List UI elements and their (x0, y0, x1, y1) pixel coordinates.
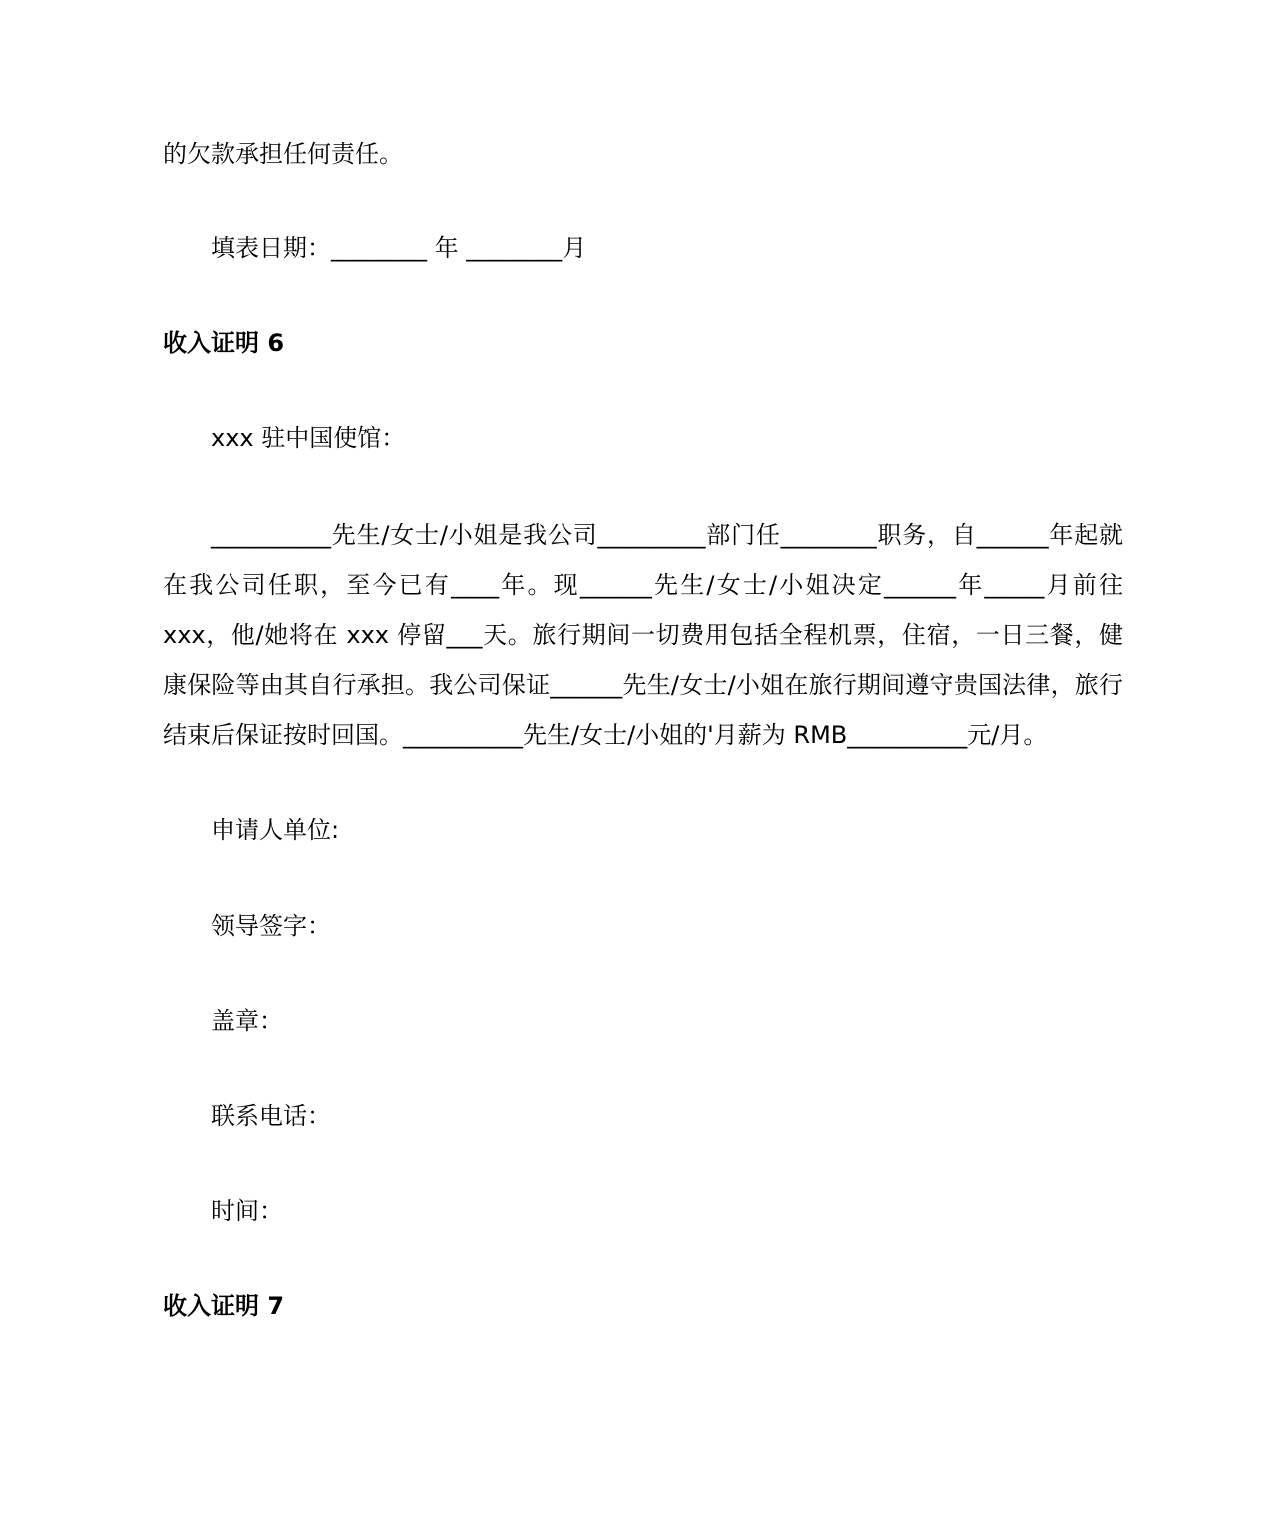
section-6-heading: 收入证明 6 (163, 329, 285, 357)
phone-label: 联系电话： (211, 1102, 331, 1130)
certificate-body: __________先生/女士/小姐是我公司_________部门任________职务，自______年起就在我公司任职，至今已有____年。现______先生/女士/小姐决定______年_____月前往 xxx，他/她将在 xxx 停留___天。旅行期间一切费用包括全程机票，住宿，一日三餐，健康保险等由其自行承担。我公司保证______先生/女士/小姐在旅行期间遵守贵国法律，旅行结束后保证按时回国。__________先生/女士/小姐的'月薪为 RMB__________元/月。 (163, 521, 1123, 749)
leader-signature-label: 领导签字： (211, 912, 331, 940)
time-label: 时间： (211, 1197, 283, 1225)
stamp-label: 盖章： (211, 1007, 283, 1035)
salutation: xxx 驻中国使馆： (211, 424, 406, 452)
continuation-text: 的欠款承担任何责任。 (163, 140, 403, 168)
applicant-unit-label: 申请人单位: (211, 816, 340, 844)
fill-date-line: 填表日期：________ 年 ________月 (211, 234, 587, 262)
section-7-heading: 收入证明 7 (163, 1292, 285, 1320)
